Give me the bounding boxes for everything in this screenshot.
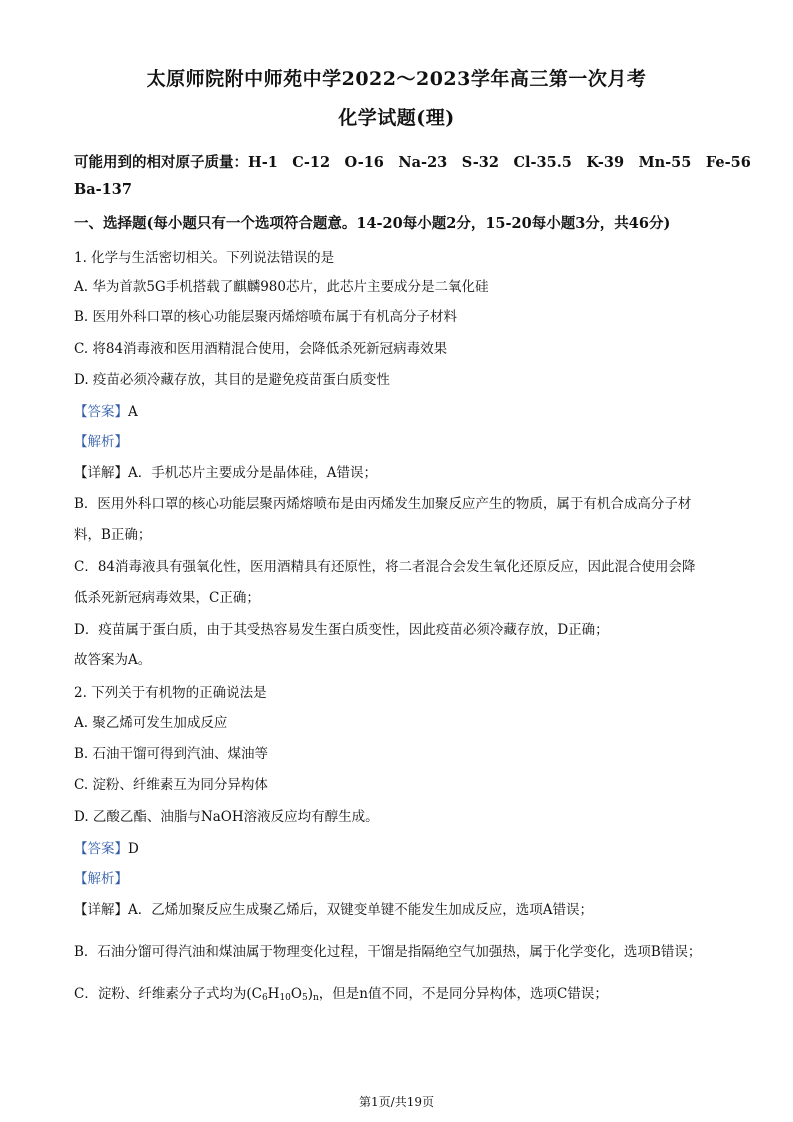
q1-conclusion: 故答案为A。 [74,652,152,668]
subscript-10: 10 [279,993,291,1003]
q1-detail-b2: 料，B正确； [74,527,152,543]
q1-detail-b1: B．医用外科口罩的核心功能层聚丙烯熔喷布是由丙烯发生加聚反应产生的物质，属于有机合成高分子材 [74,496,692,512]
answer-label: 【答案】 [74,841,128,857]
q2-detail-b: B．石油分馏可得汽油和煤油属于物理变化过程，干馏是指隔绝空气加强热，属于化学变化，选项B错误； [74,944,702,960]
q2-analysis-label: 【解析】 [74,871,128,887]
detail-c-suffix: ，但是n值不同，不是同分异构体，选项C错误； [318,986,608,1002]
q1-stem: 1. 化学与生活密切相关。下列说法错误的是 [74,250,335,266]
q2-option-d: D. 乙酸乙酯、油脂与NaOH溶液反应均有醇生成。 [74,809,379,825]
q1-option-c: C. 将84消毒液和医用酒精混合使用，会降低杀死新冠病毒效果 [74,341,448,357]
q1-answer [74,400,138,420]
detail-label: 【详解】 [74,902,128,918]
q1-detail-d: D．疫苗属于蛋白质，由于其受热容易发生蛋白质变性，因此疫苗必须冷藏存放，D正确； [74,622,609,638]
detail-label: 【详解】 [74,465,128,481]
q2-option-c: C. 淀粉、纤维素互为同分异构体 [74,777,268,793]
q1-option-a: A. 华为首款5G手机搭载了麒麟980芯片，此芯片主要成分是二氧化硅 [74,279,489,295]
q1-detail-a [74,461,377,481]
q1-detail-c2: 低杀死新冠病毒效果，C正确； [74,590,260,606]
formula-h: H [267,986,280,1002]
detail-c-prefix: C．淀粉、纤维素分子式均为(C [74,986,262,1002]
section-header: 一、选择题(每小题只有一个选项符合题意。14-20每小题2分，15-20每小题3分，共46分) [74,215,671,232]
subscript-5: 5 [301,993,308,1003]
q1-detail-c1: C．84消毒液具有强氧化性，医用酒精具有还原性，将二者混合会发生氧化还原反应，因此混合使用会降 [74,559,696,575]
answer-value: D [128,841,139,857]
q2-detail-a [74,898,593,918]
q2-stem: 2. 下列关于有机物的正确说法是 [74,685,267,701]
exam-subtitle: 化学试题(理) [338,107,455,129]
q1-option-b: B. 医用外科口罩的核心功能层聚丙烯熔喷布属于有机高分子材料 [74,309,458,325]
subscript-6: 6 [261,993,268,1003]
detail-text: A．乙烯加聚反应生成聚乙烯后，双键变单键不能发生加成反应，选项A错误； [128,902,593,918]
q1-option-d: D. 疫苗必须冷藏存放，其目的是避免疫苗蛋白质变性 [74,372,390,388]
q2-answer [74,837,139,857]
subscript-n: n [313,993,319,1003]
exam-title: 太原师院附中师苑中学2022～2023学年高三第一次月考 [146,68,647,90]
detail-text: A．手机芯片主要成分是晶体硅，A错误； [128,465,377,481]
page-footer: 第1页/共19页 [359,1095,434,1109]
q2-option-a: A. 聚乙烯可发生加成反应 [74,715,228,731]
formula-o: O [290,986,302,1002]
formula-paren: ) [307,986,313,1002]
answer-label: 【答案】 [74,404,128,420]
atomic-mass-line-2: Ba-137 [74,181,132,198]
atomic-mass-line-1: 可能用到的相对原子质量：H-1 C-12 O-16 Na-23 S-32 Cl-35.5 K-39 Mn-55 Fe-56 [74,154,751,171]
answer-value: A [128,404,138,420]
q2-detail-c [74,982,608,1003]
q1-analysis-label: 【解析】 [74,434,128,450]
q2-option-b: B. 石油干馏可得到汽油、煤油等 [74,746,269,762]
